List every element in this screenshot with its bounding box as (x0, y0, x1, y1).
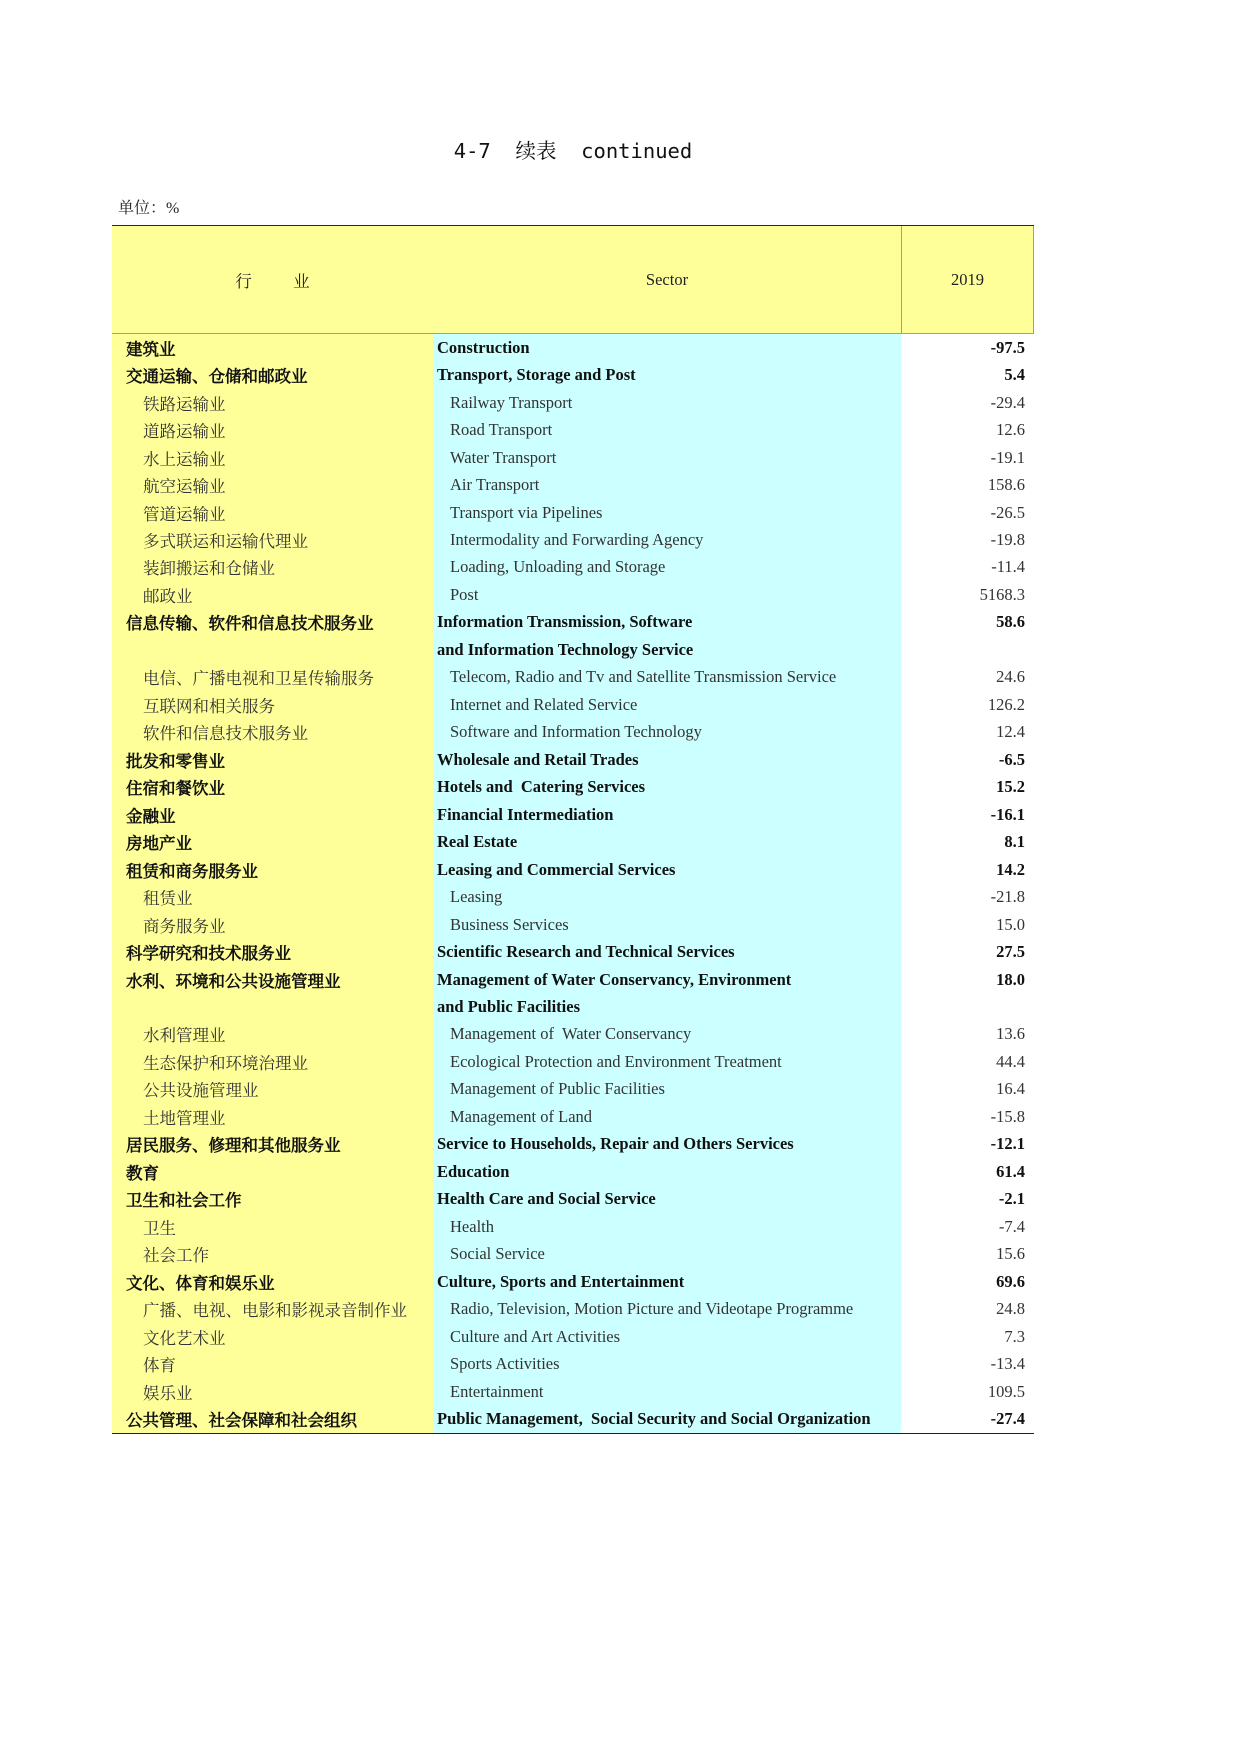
header-year: 2019 (901, 226, 1034, 333)
table-row (112, 1158, 1034, 1185)
sector-name-cn: 互联网和相关服务 (112, 691, 433, 718)
value-2019: -19.1 (901, 444, 1034, 471)
sector-name-cn: 建筑业 (112, 334, 433, 361)
sector-name-cn: 卫生 (112, 1213, 433, 1240)
table-row (112, 1323, 1034, 1350)
sector-name-en: Water Transport (433, 444, 901, 471)
sector-name-cn: 信息传输、软件和信息技术服务业 (112, 609, 433, 636)
sector-name-en: and Public Facilities (433, 993, 901, 1020)
table-row (112, 444, 1034, 471)
sector-name-en: Service to Households, Repair and Others Services (433, 1131, 901, 1158)
table-body (112, 334, 1034, 1434)
value-2019: 61.4 (901, 1158, 1034, 1185)
value-2019: 12.4 (901, 719, 1034, 746)
sector-name-cn: 公共管理、社会保障和社会组织 (112, 1405, 433, 1432)
table-row (112, 746, 1034, 773)
sector-name-en: Management of Public Facilities (433, 1076, 901, 1103)
value-2019: 27.5 (901, 938, 1034, 965)
sector-name-cn: 装卸搬运和仓储业 (112, 554, 433, 581)
table-row (112, 911, 1034, 938)
sector-name-cn: 文化、体育和娱乐业 (112, 1268, 433, 1295)
value-2019: 58.6 (901, 609, 1034, 636)
table-row (112, 719, 1034, 746)
value-2019: -19.8 (901, 526, 1034, 553)
table-row (112, 1021, 1034, 1048)
sector-name-cn: 租赁业 (112, 883, 433, 910)
sector-name-cn (112, 636, 433, 663)
sector-name-en: Business Services (433, 911, 901, 938)
sector-name-en: Railway Transport (433, 389, 901, 416)
sector-name-en: Culture and Art Activities (433, 1323, 901, 1350)
table-row (112, 966, 1034, 993)
value-2019: -11.4 (901, 554, 1034, 581)
sector-name-cn: 租赁和商务服务业 (112, 856, 433, 883)
value-2019: -2.1 (901, 1186, 1034, 1213)
sector-name-cn: 体育 (112, 1350, 433, 1377)
table-row (112, 471, 1034, 498)
sector-name-cn: 居民服务、修理和其他服务业 (112, 1131, 433, 1158)
sector-name-en: Leasing and Commercial Services (433, 856, 901, 883)
sector-name-en: Entertainment (433, 1378, 901, 1405)
sector-name-cn: 交通运输、仓储和邮政业 (112, 361, 433, 388)
sector-name-cn: 多式联运和运输代理业 (112, 526, 433, 553)
sector-name-en: Scientific Research and Technical Services (433, 938, 901, 965)
sector-name-cn: 铁路运输业 (112, 389, 433, 416)
table-row (112, 1131, 1034, 1158)
value-2019: 12.6 (901, 416, 1034, 443)
unit-label: 单位：% (118, 200, 180, 217)
sector-name-en: Public Management, Social Security and Social Organization (433, 1405, 901, 1432)
value-2019: 109.5 (901, 1378, 1034, 1405)
sector-name-cn: 公共设施管理业 (112, 1076, 433, 1103)
sector-name-cn: 卫生和社会工作 (112, 1186, 433, 1213)
sector-name-en: Loading, Unloading and Storage (433, 554, 901, 581)
sector-name-en: Health (433, 1213, 901, 1240)
value-2019: 44.4 (901, 1048, 1034, 1075)
sector-name-cn: 水利管理业 (112, 1021, 433, 1048)
sector-name-en: Management of Water Conservancy (433, 1021, 901, 1048)
value-2019: 5168.3 (901, 581, 1034, 608)
sector-name-en: Leasing (433, 883, 901, 910)
sector-name-en: Financial Intermediation (433, 801, 901, 828)
sector-name-cn: 电信、广播电视和卫星传输服务 (112, 664, 433, 691)
value-2019: 15.0 (901, 911, 1034, 938)
sector-name-en: Transport, Storage and Post (433, 361, 901, 388)
sector-name-en: Internet and Related Service (433, 691, 901, 718)
value-2019: 5.4 (901, 361, 1034, 388)
sector-name-cn: 金融业 (112, 801, 433, 828)
sector-name-en: and Information Technology Service (433, 636, 901, 663)
sector-name-en: Construction (433, 334, 901, 361)
sector-name-cn: 管道运输业 (112, 499, 433, 526)
value-2019: -7.4 (901, 1213, 1034, 1240)
value-2019: 8.1 (901, 828, 1034, 855)
sector-name-cn: 住宿和餐饮业 (112, 774, 433, 801)
sector-name-cn: 邮政业 (112, 581, 433, 608)
value-2019: 24.6 (901, 664, 1034, 691)
value-2019: 14.2 (901, 856, 1034, 883)
table-row (112, 1295, 1034, 1322)
table-row (112, 1186, 1034, 1213)
sector-name-cn: 软件和信息技术服务业 (112, 719, 433, 746)
header-sector-en: Sector (645, 269, 689, 289)
sector-name-cn: 商务服务业 (112, 911, 433, 938)
sector-name-en: Road Transport (433, 416, 901, 443)
value-2019: 15.2 (901, 774, 1034, 801)
sector-name-cn (112, 993, 433, 1020)
table-row (112, 334, 1034, 361)
sector-name-cn: 科学研究和技术服务业 (112, 938, 433, 965)
table-row (112, 1350, 1034, 1377)
table-row (112, 1240, 1034, 1267)
value-2019: -97.5 (901, 334, 1034, 361)
sector-name-cn: 文化艺术业 (112, 1323, 433, 1350)
value-2019: -12.1 (901, 1131, 1034, 1158)
table-row (112, 938, 1034, 965)
table-title: 4-7 续表 continued (453, 139, 693, 163)
table-row (112, 1048, 1034, 1075)
sector-name-en: Hotels and Catering Services (433, 774, 901, 801)
table-row (112, 361, 1034, 388)
sector-name-en: Sports Activities (433, 1350, 901, 1377)
value-2019: 7.3 (901, 1323, 1034, 1350)
sector-name-cn: 道路运输业 (112, 416, 433, 443)
table-row (112, 609, 1034, 636)
table-row (112, 1378, 1034, 1405)
value-2019: -13.4 (901, 1350, 1034, 1377)
value-2019: -15.8 (901, 1103, 1034, 1130)
table-row (112, 581, 1034, 608)
table-row (112, 1103, 1034, 1130)
sector-name-cn: 房地产业 (112, 828, 433, 855)
data-table (112, 225, 1034, 1434)
table-row (112, 801, 1034, 828)
value-2019: -6.5 (901, 746, 1034, 773)
sector-name-cn: 娱乐业 (112, 1378, 433, 1405)
header-sector-cn: 行 业 (235, 271, 310, 291)
table-row (112, 526, 1034, 553)
sector-name-cn: 水利、环境和公共设施管理业 (112, 966, 433, 993)
value-2019: 16.4 (901, 1076, 1034, 1103)
value-2019: 18.0 (901, 966, 1034, 993)
value-2019: 69.6 (901, 1268, 1034, 1295)
sector-name-cn: 水上运输业 (112, 444, 433, 471)
table-row (112, 1213, 1034, 1240)
table-row (112, 499, 1034, 526)
value-2019 (901, 636, 1034, 663)
value-2019: 24.8 (901, 1295, 1034, 1322)
value-2019: 15.6 (901, 1240, 1034, 1267)
value-2019: -27.4 (901, 1405, 1034, 1432)
sector-name-cn: 社会工作 (112, 1240, 433, 1267)
value-2019: 13.6 (901, 1021, 1034, 1048)
value-2019: -16.1 (901, 801, 1034, 828)
sector-name-en: Management of Land (433, 1103, 901, 1130)
table-row (112, 883, 1034, 910)
table-row (112, 554, 1034, 581)
table-header (112, 225, 1034, 334)
sector-name-en: Telecom, Radio and Tv and Satellite Transmission Service (433, 664, 901, 691)
table-row (112, 856, 1034, 883)
sector-name-en: Social Service (433, 1240, 901, 1267)
sector-name-cn: 教育 (112, 1158, 433, 1185)
value-2019: 158.6 (901, 471, 1034, 498)
table-row (112, 636, 1034, 663)
value-2019: -29.4 (901, 389, 1034, 416)
table-row (112, 1405, 1034, 1432)
value-2019 (901, 993, 1034, 1020)
sector-name-en: Transport via Pipelines (433, 499, 901, 526)
sector-name-en: Ecological Protection and Environment Treatment (433, 1048, 901, 1075)
sector-name-en: Intermodality and Forwarding Agency (433, 526, 901, 553)
sector-name-en: Information Transmission, Software (433, 609, 901, 636)
value-2019: 126.2 (901, 691, 1034, 718)
sector-name-en: Wholesale and Retail Trades (433, 746, 901, 773)
table-row (112, 774, 1034, 801)
sector-name-cn: 生态保护和环境治理业 (112, 1048, 433, 1075)
sector-name-cn: 广播、电视、电影和影视录音制作业 (112, 1295, 433, 1322)
sector-name-en: Management of Water Conservancy, Environment (433, 966, 901, 993)
value-2019: -26.5 (901, 499, 1034, 526)
table-row (112, 1076, 1034, 1103)
sector-name-en: Air Transport (433, 471, 901, 498)
value-2019: -21.8 (901, 883, 1034, 910)
sector-name-en: Post (433, 581, 901, 608)
table-row (112, 828, 1034, 855)
sector-name-en: Education (433, 1158, 901, 1185)
table-row (112, 416, 1034, 443)
sector-name-cn: 批发和零售业 (112, 746, 433, 773)
sector-name-en: Real Estate (433, 828, 901, 855)
sector-name-en: Health Care and Social Service (433, 1186, 901, 1213)
sector-name-en: Culture, Sports and Entertainment (433, 1268, 901, 1295)
table-row (112, 1268, 1034, 1295)
sector-name-en: Software and Information Technology (433, 719, 901, 746)
sector-name-cn: 土地管理业 (112, 1103, 433, 1130)
table-row (112, 389, 1034, 416)
table-row (112, 664, 1034, 691)
sector-name-cn: 航空运输业 (112, 471, 433, 498)
table-row (112, 691, 1034, 718)
table-row (112, 993, 1034, 1020)
sector-name-en: Radio, Television, Motion Picture and Videotape Programme (433, 1295, 901, 1322)
